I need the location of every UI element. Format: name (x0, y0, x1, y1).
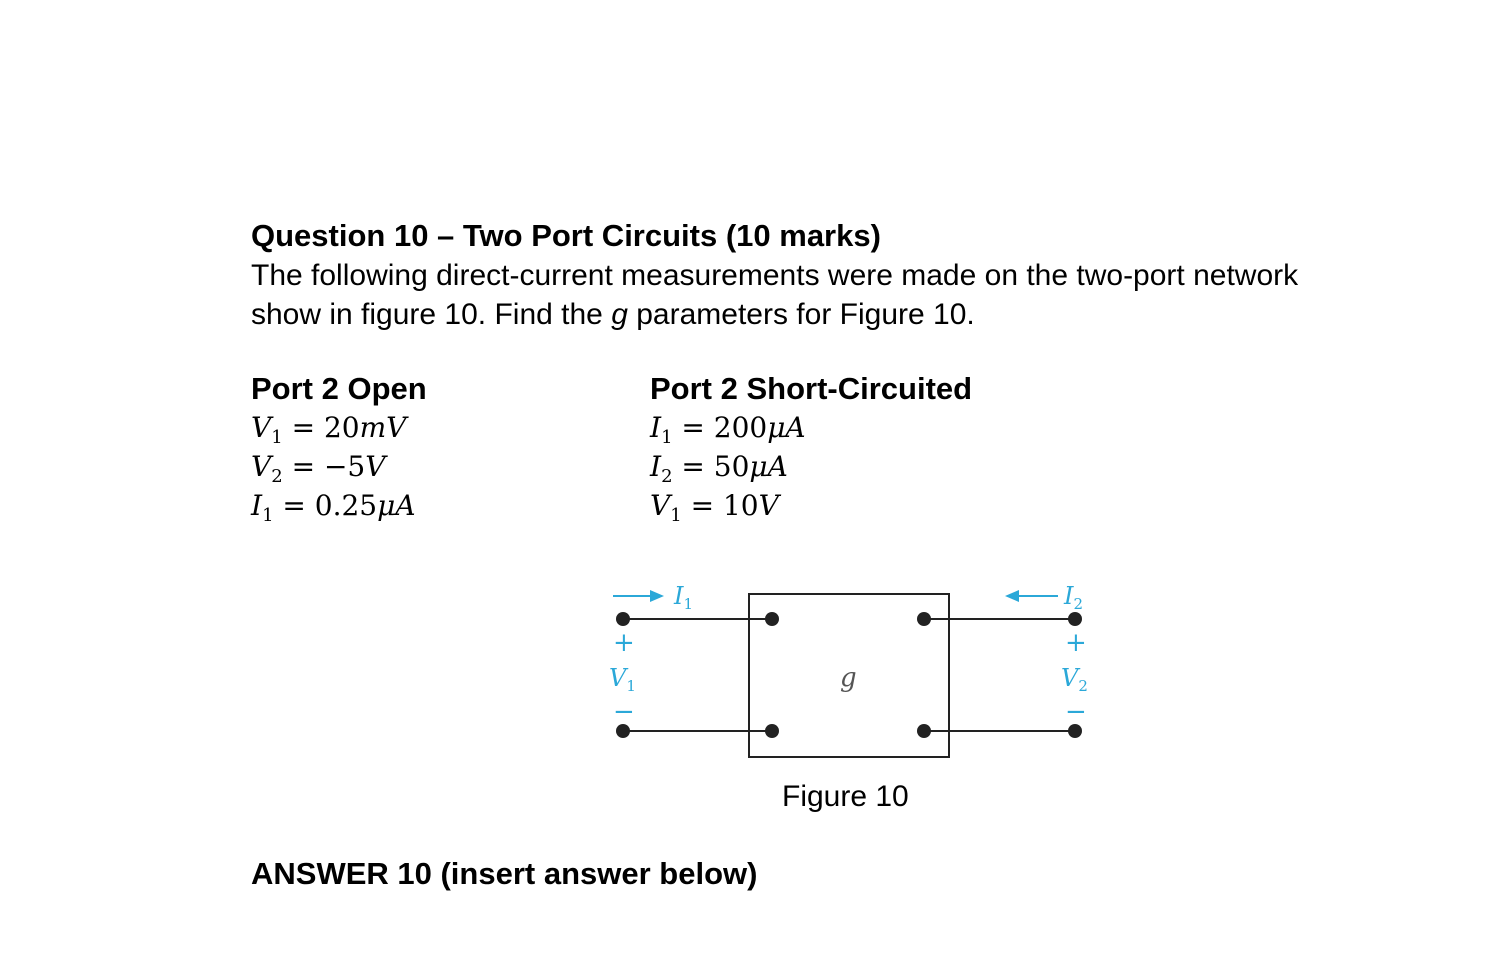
v2-plus-sign: + (1065, 628, 1087, 658)
node-inner-top-right (917, 612, 931, 626)
port2-short-eq-3: $V_1 = 10V$ (650, 489, 779, 526)
port2-open-eq-2: $V_2 = -5V$ (251, 450, 386, 487)
terminal-2-top (1068, 612, 1082, 626)
question-title: Question 10 – Two Port Circuits (10 marks) (251, 218, 881, 253)
voltage-v1-label: $V_1$ (609, 664, 636, 695)
network-g-label: g (840, 663, 857, 693)
answer-heading: ANSWER 10 (insert answer below) (251, 856, 758, 891)
figure-caption: Figure 10 (782, 780, 909, 813)
port2-open-eq-1: $V_1 = 20mV$ (251, 411, 407, 448)
v1-minus-sign: − (613, 697, 635, 727)
v1-plus-sign: + (613, 628, 635, 658)
port2-short-heading: Port 2 Short-Circuited (650, 371, 973, 406)
v2-minus-sign: − (1065, 697, 1087, 727)
port2-open-heading: Port 2 Open (251, 371, 427, 406)
port2-open-eq-3: $I_1 = 0.25\mu A$ (251, 489, 416, 526)
question-line-2: show in figure 10. Find the g parameters for Figure 10. (251, 298, 975, 331)
current-i2-arrow-icon (1005, 590, 1058, 602)
node-inner-bottom-left (765, 724, 779, 738)
node-inner-top-left (765, 612, 779, 626)
terminal-1-top (616, 612, 630, 626)
voltage-v2-label: $V_2$ (1061, 664, 1088, 695)
port2-short-eq-2: $I_2 = 50\mu A$ (650, 450, 788, 487)
current-i1-arrow-icon (613, 590, 664, 602)
node-inner-bottom-right (917, 724, 931, 738)
current-i1-label: $I_1$ (674, 582, 694, 613)
port2-short-eq-1: $I_1 = 200\mu A$ (650, 411, 806, 448)
current-i2-label: $I_2$ (1064, 582, 1084, 613)
question-line-1: The following direct-current measurements were made on the two-port network (251, 259, 1299, 292)
